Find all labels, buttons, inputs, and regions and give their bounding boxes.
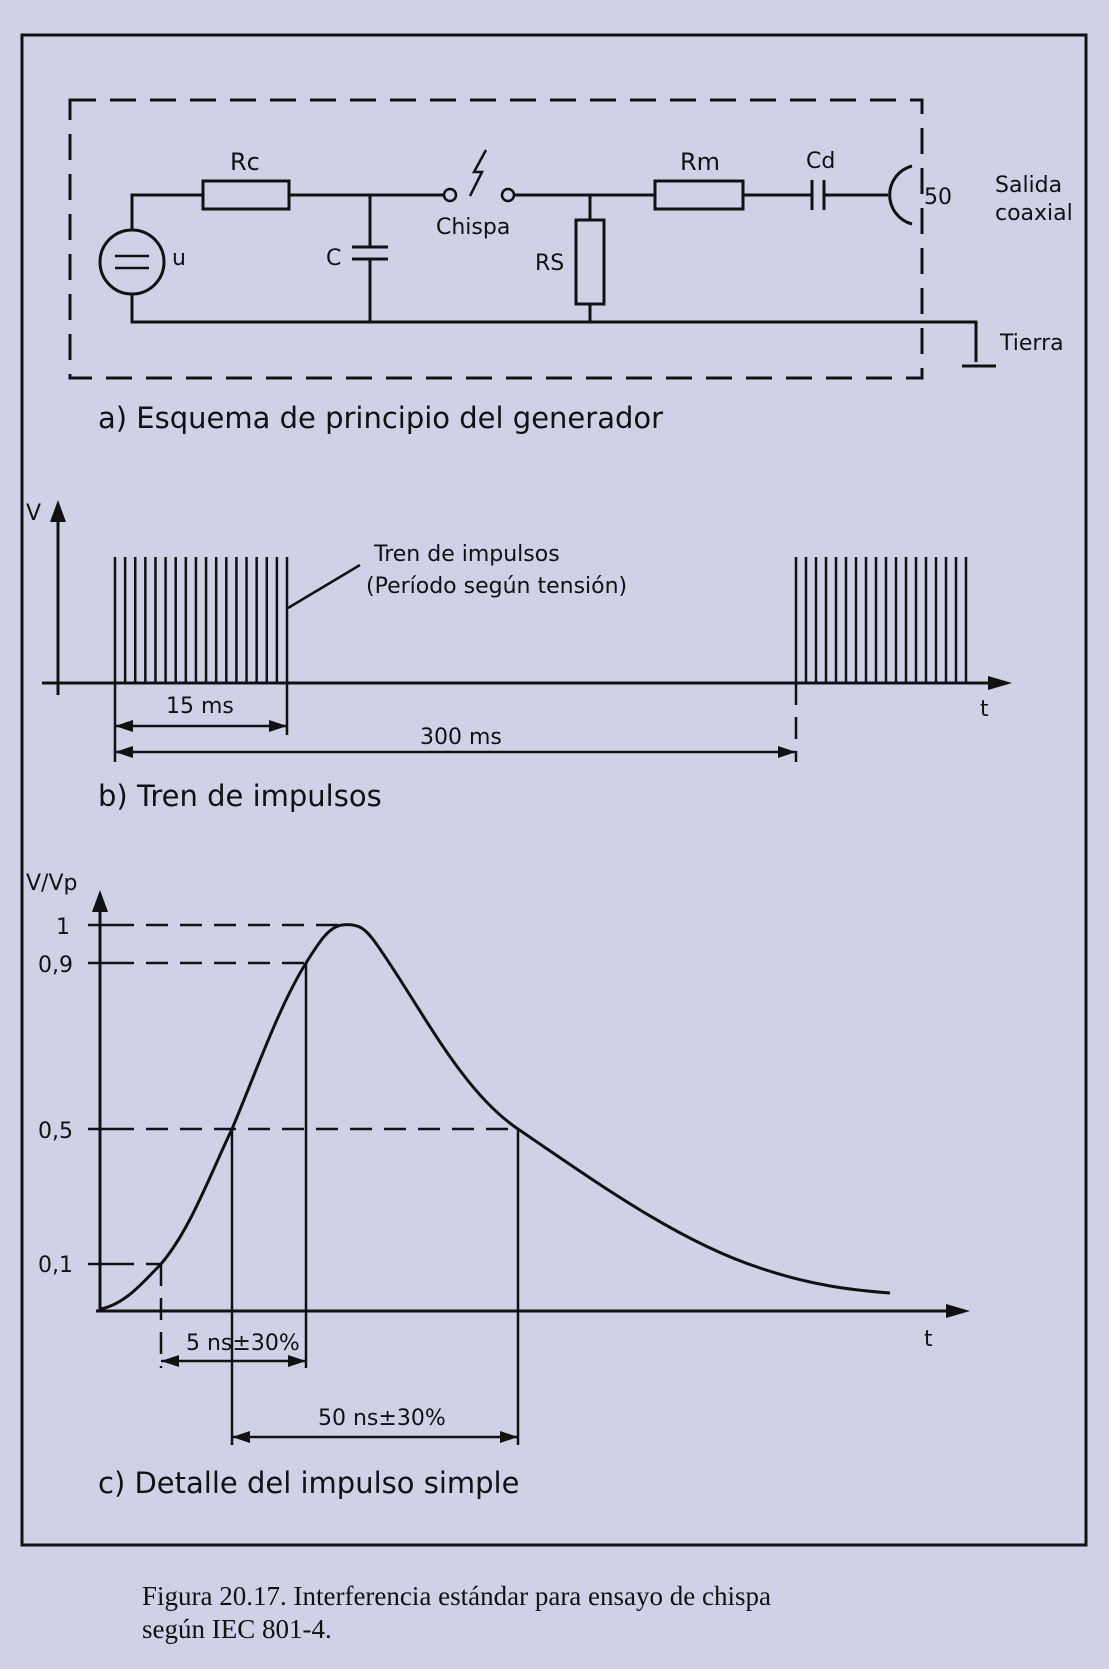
train-x-axis-label: t <box>980 697 989 722</box>
dim-rise-label: 5 ns±30% <box>186 1331 300 1356</box>
label-rs: RS <box>535 251 565 276</box>
label-cd: Cd <box>806 149 836 174</box>
pulse-curve <box>100 925 890 1309</box>
resistor-rs <box>576 220 604 304</box>
voltage-source-symbol <box>100 230 164 294</box>
label-u: u <box>172 246 186 271</box>
label-rm: Rm <box>680 148 721 176</box>
single-pulse-diagram <box>26 871 970 1500</box>
train-y-axis-label: V <box>26 501 42 526</box>
note-line-1: Tren de impulsos <box>374 542 560 567</box>
pulse-burst-2 <box>796 557 966 683</box>
tick-0-9: 0,9 <box>38 953 73 978</box>
label-50: 50 <box>924 185 952 210</box>
pulse-burst-1 <box>115 557 287 683</box>
figure-caption-line-1: Figura 20.17. Interferencia estándar para ensayo de chispa <box>142 1581 771 1611</box>
resistor-rc <box>203 181 289 209</box>
dim-15ms-label: 15 ms <box>166 694 234 719</box>
label-rc: Rc <box>230 148 260 176</box>
resistor-rm <box>655 181 743 209</box>
tick-0-5: 0,5 <box>38 1119 73 1144</box>
spark-gap-right-terminal <box>502 189 514 201</box>
note-line-2: (Período según tensión) <box>366 574 628 599</box>
note-leader-line <box>288 565 360 608</box>
caption-b: b) Tren de impulsos <box>98 779 382 813</box>
tick-0-1: 0,1 <box>38 1253 73 1278</box>
figure-caption-line-2: según IEC 801-4. <box>142 1614 332 1644</box>
pulse-train-diagram <box>26 500 1012 813</box>
label-chispa: Chispa <box>436 215 511 240</box>
pulse-y-axis-label: V/Vp <box>26 871 78 896</box>
caption-c: c) Detalle del impulso simple <box>98 1466 520 1500</box>
label-c: C <box>326 246 342 271</box>
label-coaxial: coaxial <box>995 201 1073 226</box>
label-tierra: Tierra <box>1000 331 1064 356</box>
spark-gap-left-terminal <box>444 189 456 201</box>
caption-a: a) Esquema de principio del generador <box>98 401 664 435</box>
dim-300ms-label: 300 ms <box>420 725 502 750</box>
coaxial-connector-symbol <box>890 166 912 224</box>
generator-schematic <box>70 100 1073 435</box>
dim-width-label: 50 ns±30% <box>318 1406 446 1431</box>
tick-1: 1 <box>56 915 70 940</box>
pulse-x-axis-label: t <box>924 1327 933 1352</box>
label-salida: Salida <box>995 173 1063 198</box>
spark-icon <box>470 150 486 196</box>
